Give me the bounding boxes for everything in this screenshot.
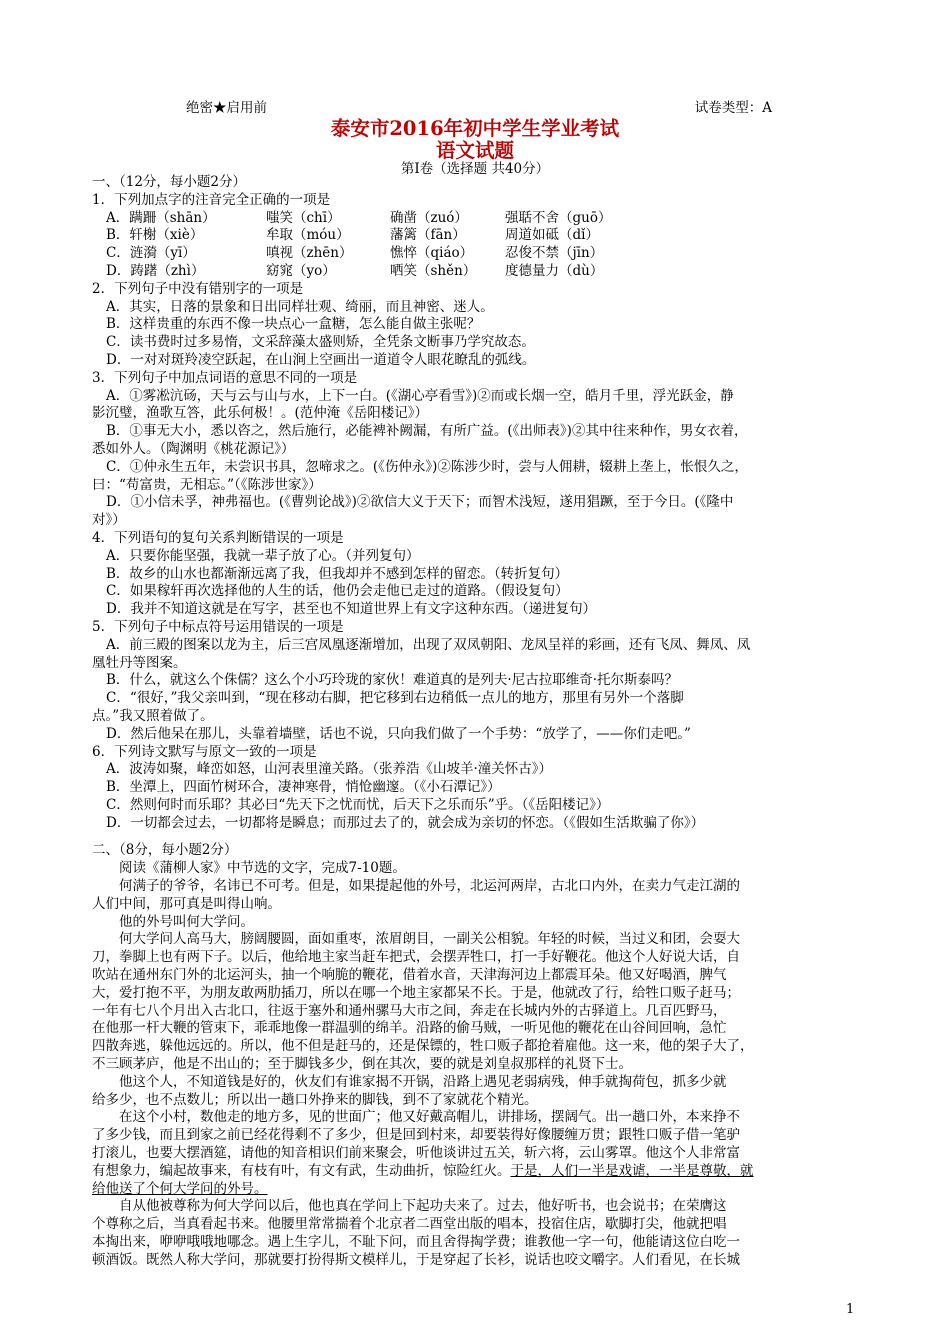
reading-passage bbox=[92, 878, 862, 1270]
question-stem: 6．下列诗文默写与原文一致的一项是 bbox=[92, 743, 317, 760]
option-line: A．其实，日落的景象和日出同样壮观、绮丽，而且神密、迷人。 bbox=[106, 298, 494, 315]
option-item: A．蹒跚（shān） bbox=[106, 209, 216, 226]
option-item: 嗔视（zhēn） bbox=[266, 245, 353, 262]
option-item: 忍俊不禁（jīn） bbox=[505, 245, 604, 262]
option-row bbox=[92, 263, 862, 281]
option-line: 点。”我又照着做了。 bbox=[92, 707, 214, 724]
page-number: 1 bbox=[846, 1302, 855, 1317]
passage-line: 本掏出来，咿咿哦哦地哪念。遇上生字儿，不耻下问，而且舍得掏学费；谁教他一字一句，他能请这位白吃一 bbox=[92, 1234, 740, 1251]
paper-type-label: 试卷类型：A bbox=[694, 100, 772, 116]
option-item: 藩篱（fān） bbox=[390, 227, 466, 244]
question-stem: 2．下列句子中没有错别字的一项是 bbox=[92, 280, 304, 297]
option-item: 憔悴（qiáo） bbox=[390, 245, 474, 262]
passage-line: 吹站在通州东门外的北运河头，抽一个响脆的鞭花，借着水音，天津海河边上都震耳朵。他又好喝酒，脾气 bbox=[92, 967, 727, 984]
passage-line: 大，爱打抱不平，为朋友敢两肋插刀，所以在哪一个地主家都呆不长。于是，他就改了行，给牲口贩子赶马； bbox=[92, 984, 740, 1001]
exam-content bbox=[92, 174, 862, 1270]
option-line: D．①小信未孚，神弗福也。(《曹刿论战》)②欲信大义于天下；而智术浅短，遂用猖蹶，至于今日。(《隆中 bbox=[106, 494, 734, 511]
passage-line: 他这个人，不知道钱是好的，伙友们有谁家揭不开锅，沿路上遇见老弱病残，伸手就掏荷包，抓多少就 bbox=[119, 1073, 727, 1090]
option-line: 悉如外人。（陶渊明《桃花源记》） bbox=[92, 440, 295, 457]
option-line: 凰牡丹等图案。 bbox=[92, 654, 187, 671]
passage-line: 了多少钱，而且到家之前已经花得剩不了多少，但是回到村来，却要装得好像腰缠万贯；跟牲口贩子借一笔驴 bbox=[92, 1127, 740, 1144]
option-item: 牟取（móu） bbox=[266, 227, 350, 244]
underlined-sentence: 给他送了个何大学问的外号。 bbox=[92, 1180, 268, 1197]
option-line: B．什么，就这么个侏儒？这么个小巧玲珑的家伙！难道真的是列夫·尼古拉耶维奇·托尔斯泰吗？ bbox=[106, 672, 679, 689]
option-line: C．如果稼轩再次选择他的人生的话，他仍会走他已走过的道路。（假设复句） bbox=[106, 583, 569, 600]
underlined-sentence: 于是，人们一半是戏谑，一半是尊敬，就 bbox=[510, 1162, 754, 1179]
option-item: 嗤笑（chī） bbox=[266, 209, 341, 226]
option-item: D．踌躇（zhì） bbox=[106, 262, 205, 279]
option-item: 窈窕（yo） bbox=[266, 262, 336, 279]
passage-line bbox=[92, 1181, 862, 1199]
option-line: C．读书费时过多易惰，文采辞藻太盛则矫，全凭条文断事乃学究故态。 bbox=[106, 334, 535, 351]
passage-line: 一年有七八个月出入古北口，往返于塞外和通州骡马大市之间，奔走在长城内外的古驿道上。几百匹野马， bbox=[92, 1002, 727, 1019]
option-line: D．一对对斑羚凌空跃起，在山涧上空画出一道道令人眼花瞭乱的弧线。 bbox=[106, 351, 536, 368]
passage-line: 自从他被尊称为何大学问以后，他也真在学问上下起功夫来了。过去，他好听书，也会说书；在荣膺这 bbox=[119, 1198, 727, 1215]
passage-line: 人们中间，那可真是叫得山响。 bbox=[92, 895, 281, 912]
option-item: B．轩榭（xiè） bbox=[106, 227, 204, 244]
option-line: D．一切都会过去，一切都将是瞬息；而那过去了的，就会成为亲切的怀恋。（《假如生活欺骗了你》） bbox=[106, 814, 705, 831]
option-line: A．只要你能坚强，我就一辈子放了心。（并列复句） bbox=[106, 547, 420, 564]
passage-line: 打滚儿，也要大摆酒筵，请他的知音相识们前来聚会，听他谈讲过五关，斩六将，云山雾罩。他这个人非常富 bbox=[92, 1145, 740, 1162]
option-line: A．波涛如聚，峰峦如怒，山河表里潼关路。（张养浩《山坡羊·潼关怀古》） bbox=[106, 761, 553, 778]
option-item: 周道如砥（dǐ） bbox=[505, 227, 599, 244]
passage-line: 不三顾茅庐，他是不出山的；至于脚钱多少，倒在其次，要的就是刘皇叔那样的礼贤下士。 bbox=[92, 1056, 632, 1073]
option-line: D．我并不知道这就是在写字，甚至也不知道世界上有文字这种东西。（递进复句） bbox=[106, 601, 597, 618]
option-item: 确凿（zuó） bbox=[390, 209, 468, 226]
option-row bbox=[92, 227, 862, 245]
passage-line: 个尊称之后，当真看起书来。他腰里常常揣着个北京者二酉堂出版的唱本，投宿住店，歇脚打尖，他就把唱 bbox=[92, 1216, 727, 1233]
option-item: 度德量力（dù） bbox=[505, 262, 604, 279]
option-item: 强聒不舍（guō） bbox=[505, 209, 612, 226]
option-line: C．然则何时而乐耶？其必曰“先天下之忧而忧，后天下之乐而乐”乎。（《岳阳楼记》） bbox=[106, 796, 610, 813]
option-item: 哂笑（shěn） bbox=[390, 262, 477, 279]
reading-instruction: 阅读《蒲柳人家》中节选的文字，完成7-10题。 bbox=[119, 860, 406, 877]
option-line: B．故乡的山水也都渐渐远离了我，但我却并不感到怎样的留恋。（转折复句） bbox=[106, 565, 569, 582]
option-line: B．①事无大小，悉以咨之，然后施行，必能裨补阙漏，有所广益。(《出师表》)②其中往来种作，男女衣着， bbox=[106, 423, 748, 440]
option-line: D．然后他呆在那儿，头靠着墙壁，话也不说，只向我们做了一个手势：“放学了，——你们走吧。” bbox=[106, 725, 691, 742]
confidential-label: 绝密★启用前 bbox=[186, 100, 267, 116]
exam-title: 泰安市2016年初中学生学业考试 bbox=[330, 117, 620, 140]
passage-line: 在他那一杆大鞭的管束下，乖乖地像一群温驯的绵羊。沿路的偷马贼，一听见他的鞭花在山谷间回响，急忙 bbox=[92, 1020, 727, 1037]
subject-title: 语文试题 bbox=[435, 139, 514, 162]
passage-line: 有想象力，编起故事来，有枝有叶，有文有武，生动曲折，惊险红火。于是，人们一半是戏谑，一半是尊敬，就 bbox=[92, 1162, 754, 1179]
question-stem: 5．下列句子中标点符号运用错误的一项是 bbox=[92, 618, 344, 635]
passage-line: 何大学问人高马大，膀阔腰圆，面如重枣，浓眉朗目，一副关公相貌。年轻的时候，当过义和团，会耍大 bbox=[119, 931, 740, 948]
option-line: B．坐潭上，四面竹树环合，凄神寒骨，悄怆幽邃。（《小石潭记》） bbox=[106, 779, 501, 796]
passage-line: 给多少，也不点数儿；所以出一趟口外挣来的脚钱，到不了家就花个精光。 bbox=[92, 1091, 538, 1108]
option-row bbox=[92, 245, 862, 263]
passage-line: 他的外号叫何大学问。 bbox=[119, 913, 254, 930]
option-line: B．这样贵重的东西不像一块点心一盒糖，怎么能自做主张呢？ bbox=[106, 316, 481, 333]
question-stem: 1．下列加点字的注音完全正确的一项是 bbox=[92, 191, 331, 208]
question-stem: 3．下列句子中加点词语的意思不同的一项是 bbox=[92, 369, 358, 386]
passage-line: 四散奔逃，躲他远远的。所以，他不但是赶马的，还是保镖的，牲口贩子都抢着雇他。这一来，他的架子大了， bbox=[92, 1038, 754, 1055]
option-line: C．“很好，”我父亲叫到，“现在移动右脚，把它移到右边稍低一点儿的地方，那里有另外一个落脚 bbox=[106, 690, 684, 707]
option-line: C．①仲永生五年，未尝识书具，忽啼求之。(《伤仲永》)②陈涉少时，尝与人佣耕，辍耕上垄上，怅恨久之， bbox=[106, 458, 748, 475]
passage-line: 在这个小村，数他走的地方多，见的世面广；他又好戴高帽儿，讲排场，摆阔气。出一趟口外，本来挣不 bbox=[119, 1109, 740, 1126]
section-heading: 二、（8分，每小题2分） bbox=[92, 842, 238, 859]
section-gap bbox=[92, 832, 862, 842]
option-line: A．前三殿的图案以龙为主，后三宫凤凰逐渐增加，出现了双凤朝阳、龙凤呈祥的彩画，还有飞凤、舞凤、凤 bbox=[106, 636, 751, 653]
passage-line: 何满子的爷爷，名讳已不可考。但是，如果提起他的外号，北运河两岸，古北口内外，在卖力气走江湖的 bbox=[119, 878, 740, 895]
option-line: A．①雾凇沆砀，天与云与山与水，上下一白。(《湖心亭看雪》)②而或长烟一空，皓月千里，浮光跃金，静 bbox=[106, 387, 734, 404]
volume-heading: 第Ⅰ卷（选择题 共40分） bbox=[400, 161, 550, 177]
option-line: 对》） bbox=[92, 512, 126, 529]
passage-line: 刀，拳脚上也有两下子。以后，他给地主家当赶车把式，会摆弄牲口，打一手好鞭花。他这个人好说大话，自 bbox=[92, 949, 740, 966]
passage-line: 顿酒饭。既然人称大学问，那就要打扮得斯文模样儿，于是穿起了长衫，说话也咬文嚼字。人们看见，在长城 bbox=[92, 1251, 740, 1268]
option-line: 曰：“苟富贵，无相忘。”（《陈涉世家》） bbox=[92, 476, 322, 493]
section-heading: 一、（12分，每小题2分） bbox=[92, 174, 247, 190]
option-item: C．涟漪（yī） bbox=[106, 245, 196, 262]
option-line: 影沉璧，渔歌互答，此乐何极！。(范仲淹《岳阳楼记》） bbox=[92, 405, 429, 422]
option-row bbox=[92, 210, 862, 228]
question-stem: 4．下列语句的复句关系判断错误的一项是 bbox=[92, 529, 344, 546]
